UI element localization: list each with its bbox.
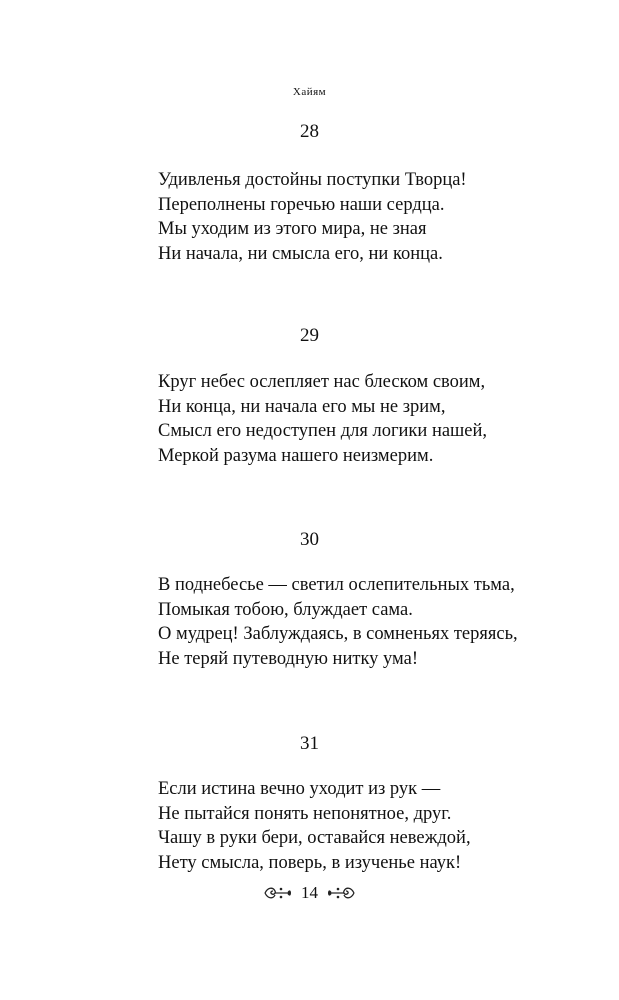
poem-30 (0, 529, 619, 669)
verse-line: Если истина вечно уходит из рук — (158, 779, 441, 799)
verse-line: Мы уходим из этого мира, не зная (158, 219, 427, 239)
poem-number: 31 (300, 733, 319, 754)
verse-line: Смысл его недоступен для логики нашей, (158, 421, 488, 441)
verse-line: В поднебесье — светил ослепительных тьма, (158, 575, 515, 595)
poem-29 (0, 325, 619, 466)
stanza (158, 168, 467, 266)
verse-line: Ни конца, ни начала его мы не зрим, (158, 396, 446, 417)
verse-line: Ни начала, ни смысла его, ни конца. (158, 243, 443, 264)
running-head: Хайям (292, 86, 327, 98)
verse-line: Помыкая тобою, блуждает сама. (158, 599, 413, 620)
stanza (158, 370, 487, 468)
folio (0, 883, 619, 903)
poem-number: 30 (300, 529, 319, 550)
page-number: 14 (301, 883, 318, 902)
verse-line: Нету смысла, поверь, в изученье наук! (158, 852, 462, 873)
poem-number: 29 (300, 325, 319, 346)
verse-line: Не теряй путеводную нитку ума! (158, 648, 419, 669)
stanza (158, 573, 518, 671)
verse-line: Не пытайся понять непонятное, друг. (158, 803, 452, 824)
stanza (158, 777, 471, 875)
poem-31 (0, 733, 619, 873)
verse-line: Круг небес ослепляет нас блеском своим, (158, 372, 486, 392)
verse-line: Меркой разума нашего неизмерим. (158, 445, 434, 466)
verse-line: О мудрец! Заблуждаясь, в сомненьях теряясь, (158, 624, 518, 644)
verse-line: Переполнены горечью наши сердца. (158, 194, 445, 215)
ornament-left-icon (263, 885, 293, 901)
poem-number: 28 (300, 121, 319, 142)
verse-line: Удивленья достойны поступки Творца! (158, 170, 467, 190)
verse-line: Чашу в руки бери, оставайся невеждой, (158, 828, 471, 848)
ornament-right-icon (326, 885, 356, 901)
poem-28 (0, 121, 619, 264)
